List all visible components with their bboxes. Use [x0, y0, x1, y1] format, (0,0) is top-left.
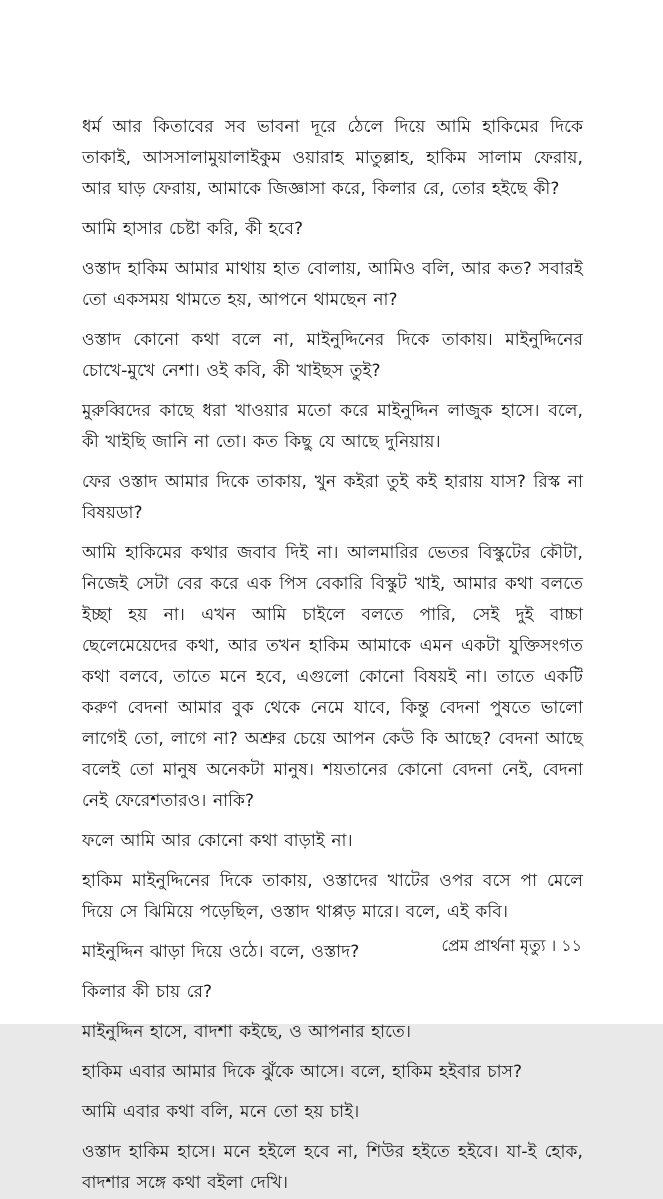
body-text-block: [82, 112, 583, 1199]
paragraph: হাকিম মাইনুদ্দিনের দিকে তাকায়, ওস্তাদের খাটের ওপর বসে পা মেলে দিয়ে সে ঝিমিয়ে পড়েছিল, ওস্তাদ থাপ্পড় মারে। বলে, এই কবি।: [82, 871, 583, 922]
paragraph: মাইনুদ্দিন হাসে, বাদশা কইছে, ও আপনার হাতে।: [82, 1022, 412, 1042]
paragraph: মাইনুদ্দিন ঝাড়া দিয়ে ওঠে। বলে, ওস্তাদ?: [82, 942, 360, 962]
paragraph: ওস্তাদ কোনো কথা বলে না, মাইনুদ্দিনের দিকে তাকায়। মাইনুদ্দিনের চোখে-মুখে নেশা। ওই কবি, কী খাইছস তুই?: [82, 330, 583, 381]
paragraph: হাকিম এবার আমার দিকে ঝুঁকে আসে। বলে, হাকিম হইবার চাস?: [82, 1062, 523, 1082]
paragraph: আমি হাসার চেষ্টা করি, কী হবে?: [82, 219, 304, 239]
footer-page-number: ১১: [561, 936, 582, 955]
paragraph: ফের ওস্তাদ আমার দিকে তাকায়, খুন কইরা তুই কই হারায় যাস? রিস্ক না বিষয়ডা?: [82, 472, 583, 523]
paragraph: ওস্তাদ হাকিম আমার মাথায় হাত বোলায়, আমিও বলি, আর কত? সবারই তো একসময় থামতে হয়, আপনে থামছেন না?: [82, 259, 583, 310]
footer-separator: ।: [550, 936, 557, 955]
paragraph: আমি এবার কথা বলি, মনে তো হয় চাই।: [82, 1102, 360, 1122]
paragraph: আমি হাকিমের কথার জবাব দিই না। আলমারির ভেতর বিস্কুটের কৌটা, নিজেই সেটা বের করে এক পিস বেকারি বিস্কুট খাই, আমার কথা বলতে ইচ্ছা হয় না। এখন আমি চাইলে বলতে পারি, সেই দুই বাচ্চা ছেলেমেয়েদের কথা, আর তখন হাকিম আমাকে এমন একটা যুক্তিসংগত কথা বলবে, তাতে মনে হবে, এগুলো কোনো বিষয়ই না। তাতে একটি করুণ বেদনা আমার বুক থেকে নেমে যাবে, কিন্তু বেদনা পুষতে ভালো লাগেই তো, লাগে না? অশ্রুর চেয়ে আপন কেউ কি আছে? বেদনা আছে বলেই তো মানুষ অনেকটা মানুষ। শয়তানের কোনো বেদনা নেই, বেদনা নেই ফেরেশতারও। নাকি?: [82, 543, 583, 811]
paragraph: ওস্তাদ হাকিম হাসে। মনে হইলে হবে না, শিউর হইতে হইবে। যা-ই হোক, বাদশার সঙ্গে কথা বইলা দেখি।: [82, 1142, 583, 1193]
paragraph: মুরুব্বিদের কাছে ধরা খাওয়ার মতো করে মাইনুদ্দিন লাজুক হাসে। বলে, কী খাইছি জানি না তো। কত কিছু যে আছে দুনিয়ায়।: [82, 401, 583, 452]
paragraph: ফলে আমি আর কোনো কথা বাড়াই না।: [82, 831, 353, 851]
paragraph: কিলার কী চায় রে?: [82, 982, 213, 1002]
footer-book-title: প্রেম প্রার্থনা মৃত্যু: [441, 936, 546, 955]
page-footer: [441, 933, 582, 959]
paragraph: ধর্ম আর কিতাবের সব ভাবনা দূরে ঠেলে দিয়ে আমি হাকিমের দিকে তাকাই, আসসালামুয়ালাইকুম ওয়ারাহ মাতুল্লাহ, হাকিম সালাম ফেরায়, আর ঘাড় ফেরায়, আমাকে জিজ্ঞাসা করে, কিলার রে, তোর হইছে কী?: [82, 117, 583, 199]
